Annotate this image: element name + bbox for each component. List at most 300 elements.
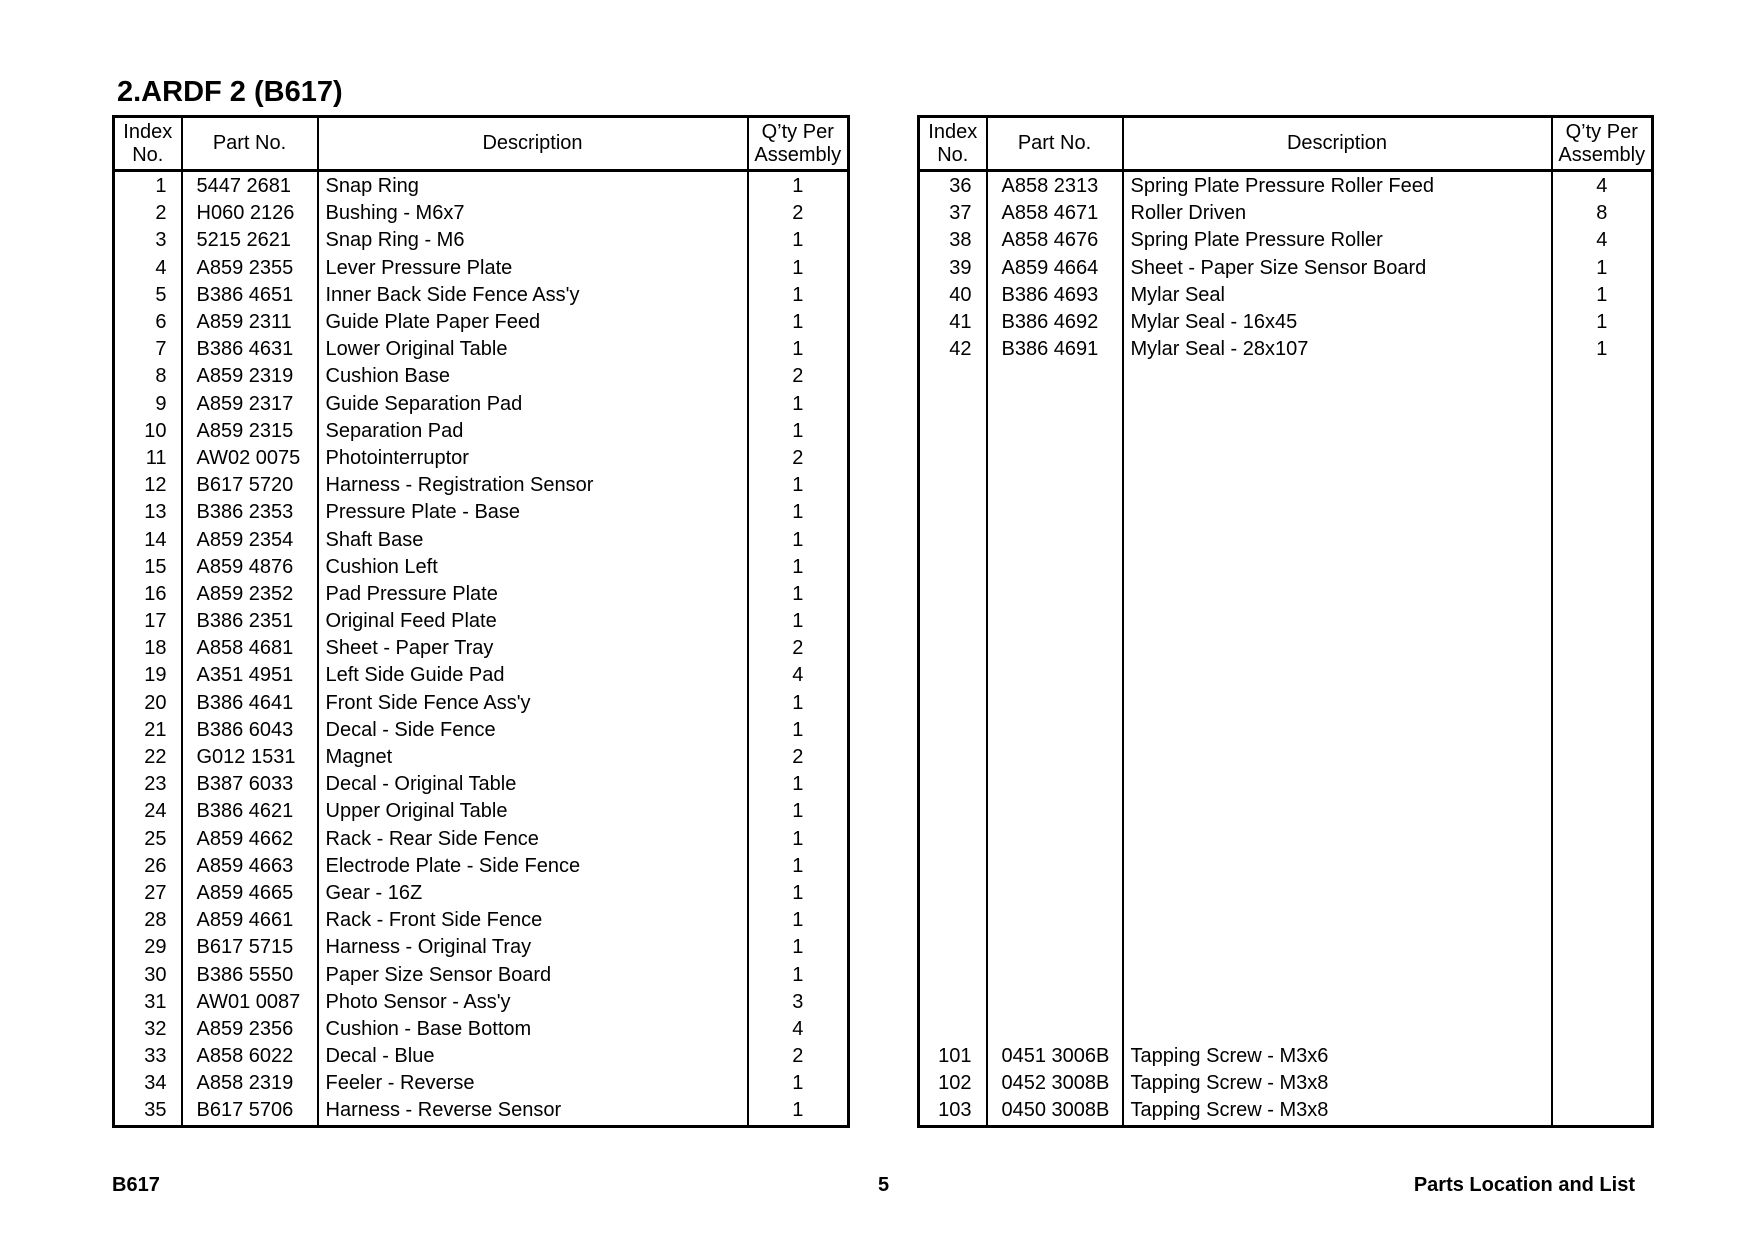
part-no-cell: B386 4691: [987, 336, 1123, 363]
description-cell: Harness - Original Tray: [318, 934, 748, 961]
description-cell: [1123, 717, 1552, 744]
part-no-cell: [987, 717, 1123, 744]
qty-cell: [1552, 717, 1653, 744]
description-cell: Sheet - Paper Tray: [318, 635, 748, 662]
index-no-cell: [919, 798, 987, 825]
index-no-cell: 23: [114, 771, 182, 798]
table-row: [114, 771, 849, 798]
table-row: [919, 934, 1653, 961]
index-no-cell: 22: [114, 744, 182, 771]
table-row: [114, 391, 849, 418]
index-no-cell: [919, 526, 987, 553]
table-row: [919, 391, 1653, 418]
index-no-cell: 36: [919, 171, 987, 201]
qty-cell: [1552, 690, 1653, 717]
table-row: [114, 554, 849, 581]
part-no-cell: [987, 391, 1123, 418]
table-row: [919, 880, 1653, 907]
table-row: [919, 1070, 1653, 1097]
index-no-cell: [919, 826, 987, 853]
table-row: [919, 717, 1653, 744]
description-cell: [1123, 880, 1552, 907]
description-cell: [1123, 581, 1552, 608]
part-no-cell: [987, 880, 1123, 907]
part-no-cell: A859 2315: [182, 418, 318, 445]
description-cell: Photo Sensor - Ass'y: [318, 989, 748, 1016]
part-no-cell: [987, 826, 1123, 853]
table-row: [919, 826, 1653, 853]
table-row: [919, 771, 1653, 798]
table-row: [114, 418, 849, 445]
qty-cell: [1552, 363, 1653, 390]
qty-cell: 1: [748, 961, 849, 988]
table-row: [919, 336, 1653, 363]
table-row: [919, 418, 1653, 445]
description-cell: Electrode Plate - Side Fence: [318, 853, 748, 880]
index-no-cell: [919, 499, 987, 526]
description-cell: Tapping Screw - M3x8: [1123, 1097, 1552, 1126]
index-no-cell: 6: [114, 309, 182, 336]
qty-cell: [1552, 581, 1653, 608]
qty-cell: 1: [748, 227, 849, 254]
table-row: [919, 200, 1653, 227]
part-no-cell: A859 4665: [182, 880, 318, 907]
part-no-cell: B617 5715: [182, 934, 318, 961]
part-no-cell: A858 2319: [182, 1070, 318, 1097]
description-cell: [1123, 798, 1552, 825]
table-row: [919, 1016, 1653, 1043]
description-cell: Separation Pad: [318, 418, 748, 445]
description-cell: Cushion - Base Bottom: [318, 1016, 748, 1043]
description-cell: [1123, 934, 1552, 961]
part-no-cell: [987, 934, 1123, 961]
index-no-cell: 29: [114, 934, 182, 961]
qty-cell: [1552, 526, 1653, 553]
table-row: [114, 635, 849, 662]
part-no-cell: [987, 363, 1123, 390]
description-cell: [1123, 662, 1552, 689]
index-no-cell: [919, 690, 987, 717]
table-row: [919, 1043, 1653, 1070]
table-row: [114, 309, 849, 336]
description-cell: Paper Size Sensor Board: [318, 961, 748, 988]
part-no-cell: [987, 472, 1123, 499]
part-no-cell: A859 2356: [182, 1016, 318, 1043]
part-no-cell: AW01 0087: [182, 989, 318, 1016]
index-no-cell: 15: [114, 554, 182, 581]
part-no-cell: A858 2313: [987, 171, 1123, 201]
part-no-cell: [987, 907, 1123, 934]
description-cell: Snap Ring: [318, 171, 748, 201]
part-no-cell: A859 2352: [182, 581, 318, 608]
part-no-cell: [987, 798, 1123, 825]
qty-cell: 1: [1552, 309, 1653, 336]
table-row: [919, 472, 1653, 499]
part-no-cell: A859 4876: [182, 554, 318, 581]
table-row: [114, 526, 849, 553]
index-no-cell: 31: [114, 989, 182, 1016]
description-cell: Rack - Rear Side Fence: [318, 826, 748, 853]
description-cell: Spring Plate Pressure Roller Feed: [1123, 171, 1552, 201]
qty-cell: 4: [748, 1016, 849, 1043]
qty-cell: [1552, 554, 1653, 581]
footer-model: B617: [112, 1174, 160, 1196]
parts-table-right: [917, 115, 1654, 1128]
table-row: [114, 934, 849, 961]
index-no-cell: [919, 717, 987, 744]
index-no-cell: [919, 1016, 987, 1043]
index-no-cell: 12: [114, 472, 182, 499]
part-no-cell: B386 4651: [182, 282, 318, 309]
qty-cell: 4: [748, 662, 849, 689]
qty-cell: 1: [1552, 282, 1653, 309]
part-no-cell: [987, 635, 1123, 662]
index-no-cell: [919, 771, 987, 798]
index-no-cell: 103: [919, 1097, 987, 1126]
description-cell: Front Side Fence Ass'y: [318, 690, 748, 717]
description-cell: Spring Plate Pressure Roller: [1123, 227, 1552, 254]
part-no-cell: B386 4693: [987, 282, 1123, 309]
table-row: [114, 171, 849, 201]
table-row: [919, 282, 1653, 309]
index-no-cell: 33: [114, 1043, 182, 1070]
part-no-cell: 0452 3008B: [987, 1070, 1123, 1097]
table-row: [114, 581, 849, 608]
description-cell: [1123, 690, 1552, 717]
qty-cell: [1552, 798, 1653, 825]
table-row: [919, 690, 1653, 717]
table-row: [919, 1097, 1653, 1126]
index-no-cell: 3: [114, 227, 182, 254]
part-no-cell: B617 5706: [182, 1097, 318, 1126]
part-no-cell: A858 4681: [182, 635, 318, 662]
table-row: [919, 798, 1653, 825]
qty-cell: [1552, 499, 1653, 526]
table-row: [114, 227, 849, 254]
description-cell: [1123, 608, 1552, 635]
table-row: [114, 499, 849, 526]
index-no-cell: 39: [919, 255, 987, 282]
qty-cell: 2: [748, 635, 849, 662]
description-cell: Decal - Original Table: [318, 771, 748, 798]
part-no-cell: [987, 744, 1123, 771]
description-cell: Feeler - Reverse: [318, 1070, 748, 1097]
description-cell: [1123, 554, 1552, 581]
description-cell: Tapping Screw - M3x6: [1123, 1043, 1552, 1070]
table-row: [114, 608, 849, 635]
description-cell: [1123, 635, 1552, 662]
qty-cell: [1552, 391, 1653, 418]
table-row: [114, 853, 849, 880]
part-no-cell: [987, 581, 1123, 608]
table-row: [919, 907, 1653, 934]
qty-cell: 1: [1552, 255, 1653, 282]
index-no-cell: 20: [114, 690, 182, 717]
qty-cell: 2: [748, 363, 849, 390]
part-no-cell: [987, 608, 1123, 635]
description-cell: Upper Original Table: [318, 798, 748, 825]
index-no-cell: [919, 445, 987, 472]
qty-cell: [1552, 662, 1653, 689]
table-row: [919, 961, 1653, 988]
description-cell: [1123, 771, 1552, 798]
qty-cell: [1552, 934, 1653, 961]
qty-cell: 1: [748, 499, 849, 526]
table-row: [919, 363, 1653, 390]
qty-cell: [1552, 1016, 1653, 1043]
qty-cell: [1552, 1097, 1653, 1126]
description-cell: Cushion Left: [318, 554, 748, 581]
part-no-cell: A351 4951: [182, 662, 318, 689]
part-no-cell: AW02 0075: [182, 445, 318, 472]
part-no-cell: A859 2319: [182, 363, 318, 390]
description-cell: [1123, 1016, 1552, 1043]
table-row: [919, 526, 1653, 553]
index-no-cell: 101: [919, 1043, 987, 1070]
description-cell: Mylar Seal: [1123, 282, 1552, 309]
index-no-cell: 11: [114, 445, 182, 472]
description-cell: Roller Driven: [1123, 200, 1552, 227]
part-no-cell: B386 2353: [182, 499, 318, 526]
description-cell: Decal - Blue: [318, 1043, 748, 1070]
table-row: [114, 744, 849, 771]
description-cell: [1123, 907, 1552, 934]
table-row: [114, 1070, 849, 1097]
table-row: [919, 608, 1653, 635]
index-no-cell: 4: [114, 255, 182, 282]
part-no-cell: 0450 3008B: [987, 1097, 1123, 1126]
index-no-cell: 8: [114, 363, 182, 390]
table-row: [114, 880, 849, 907]
description-cell: [1123, 989, 1552, 1016]
table-row: [114, 826, 849, 853]
index-no-cell: 2: [114, 200, 182, 227]
parts-table-left: [112, 115, 850, 1128]
table-row: [114, 907, 849, 934]
part-no-cell: A859 2355: [182, 255, 318, 282]
index-no-cell: [919, 554, 987, 581]
description-cell: Rack - Front Side Fence: [318, 907, 748, 934]
description-cell: [1123, 472, 1552, 499]
table-row: [919, 853, 1653, 880]
description-cell: Guide Separation Pad: [318, 391, 748, 418]
part-no-cell: 5215 2621: [182, 227, 318, 254]
part-no-cell: [987, 989, 1123, 1016]
description-cell: Snap Ring - M6: [318, 227, 748, 254]
description-header: Description: [1123, 117, 1552, 171]
part-no-cell: [987, 499, 1123, 526]
qty-cell: 1: [748, 880, 849, 907]
description-cell: Gear - 16Z: [318, 880, 748, 907]
header-row: [114, 117, 849, 171]
index-no-cell: 102: [919, 1070, 987, 1097]
index-no-cell: [919, 662, 987, 689]
description-cell: Cushion Base: [318, 363, 748, 390]
index-no-cell: [919, 989, 987, 1016]
part-no-cell: B386 5550: [182, 961, 318, 988]
table-row: [919, 635, 1653, 662]
description-cell: Decal - Side Fence: [318, 717, 748, 744]
part-no-cell: A858 6022: [182, 1043, 318, 1070]
table-row: [919, 499, 1653, 526]
index-no-cell: 42: [919, 336, 987, 363]
index-no-cell: 16: [114, 581, 182, 608]
qty-cell: 1: [748, 907, 849, 934]
description-cell: [1123, 853, 1552, 880]
qty-header: Q’ty Per Assembly: [1552, 117, 1653, 171]
table-row: [114, 690, 849, 717]
qty-cell: [1552, 635, 1653, 662]
description-cell: Left Side Guide Pad: [318, 662, 748, 689]
part-no-cell: A858 4671: [987, 200, 1123, 227]
qty-cell: 2: [748, 445, 849, 472]
index-header: Index No.: [114, 117, 182, 171]
index-no-cell: 14: [114, 526, 182, 553]
table-row: [114, 445, 849, 472]
part-no-cell: B386 6043: [182, 717, 318, 744]
index-no-cell: [919, 472, 987, 499]
table-row: [114, 1016, 849, 1043]
qty-cell: 1: [748, 934, 849, 961]
index-no-cell: [919, 391, 987, 418]
qty-cell: 1: [748, 472, 849, 499]
index-no-cell: 7: [114, 336, 182, 363]
table-row: [114, 1097, 849, 1126]
index-no-cell: 34: [114, 1070, 182, 1097]
part-no-cell: A859 4663: [182, 853, 318, 880]
description-cell: Guide Plate Paper Feed: [318, 309, 748, 336]
description-cell: Sheet - Paper Size Sensor Board: [1123, 255, 1552, 282]
part-no-cell: 5447 2681: [182, 171, 318, 201]
table-row: [919, 989, 1653, 1016]
qty-cell: [1552, 445, 1653, 472]
index-no-cell: 10: [114, 418, 182, 445]
table-row: [114, 798, 849, 825]
part-no-cell: B386 2351: [182, 608, 318, 635]
qty-cell: 1: [748, 690, 849, 717]
part-no-cell: B386 4631: [182, 336, 318, 363]
part-no-cell: B387 6033: [182, 771, 318, 798]
index-no-cell: 37: [919, 200, 987, 227]
index-no-cell: [919, 744, 987, 771]
index-no-cell: [919, 907, 987, 934]
qty-cell: 1: [748, 418, 849, 445]
table-row: [919, 662, 1653, 689]
qty-cell: 4: [1552, 171, 1653, 201]
table-row: [919, 554, 1653, 581]
index-no-cell: 1: [114, 171, 182, 201]
index-no-cell: 18: [114, 635, 182, 662]
qty-cell: 8: [1552, 200, 1653, 227]
qty-cell: 1: [748, 171, 849, 201]
index-no-cell: [919, 961, 987, 988]
qty-cell: 1: [748, 255, 849, 282]
index-no-cell: [919, 853, 987, 880]
table-row: [114, 989, 849, 1016]
part-no-cell: [987, 418, 1123, 445]
qty-cell: 1: [748, 717, 849, 744]
index-no-cell: [919, 608, 987, 635]
qty-cell: 1: [748, 526, 849, 553]
part-no-header: Part No.: [182, 117, 318, 171]
qty-cell: [1552, 1070, 1653, 1097]
index-no-cell: 26: [114, 853, 182, 880]
part-no-cell: [987, 445, 1123, 472]
index-header: Index No.: [919, 117, 987, 171]
description-cell: [1123, 961, 1552, 988]
description-cell: Harness - Reverse Sensor: [318, 1097, 748, 1126]
table-row: [114, 255, 849, 282]
index-no-cell: 27: [114, 880, 182, 907]
part-no-cell: [987, 526, 1123, 553]
description-cell: Tapping Screw - M3x8: [1123, 1070, 1552, 1097]
table-row: [114, 336, 849, 363]
table-row: [919, 445, 1653, 472]
part-no-cell: G012 1531: [182, 744, 318, 771]
part-no-cell: [987, 771, 1123, 798]
part-no-cell: 0451 3006B: [987, 1043, 1123, 1070]
part-no-cell: B386 4621: [182, 798, 318, 825]
qty-cell: 2: [748, 200, 849, 227]
qty-cell: [1552, 744, 1653, 771]
qty-cell: 1: [748, 1097, 849, 1126]
table-row: [114, 1043, 849, 1070]
index-no-cell: 41: [919, 309, 987, 336]
part-no-cell: A859 2354: [182, 526, 318, 553]
qty-cell: [1552, 907, 1653, 934]
index-no-cell: [919, 880, 987, 907]
description-cell: Pressure Plate - Base: [318, 499, 748, 526]
description-cell: Mylar Seal - 28x107: [1123, 336, 1552, 363]
part-no-cell: B386 4692: [987, 309, 1123, 336]
part-no-cell: [987, 1016, 1123, 1043]
qty-cell: 1: [748, 309, 849, 336]
index-no-cell: [919, 363, 987, 390]
part-no-cell: H060 2126: [182, 200, 318, 227]
table-row: [919, 171, 1653, 201]
description-cell: [1123, 499, 1552, 526]
qty-cell: 1: [748, 798, 849, 825]
description-cell: [1123, 391, 1552, 418]
part-no-cell: [987, 961, 1123, 988]
table-row: [919, 255, 1653, 282]
table-row: [114, 200, 849, 227]
description-cell: Inner Back Side Fence Ass'y: [318, 282, 748, 309]
page-title: 2.ARDF 2 (B617): [117, 76, 343, 108]
part-no-cell: [987, 853, 1123, 880]
description-cell: Bushing - M6x7: [318, 200, 748, 227]
qty-cell: 2: [748, 744, 849, 771]
part-no-cell: [987, 554, 1123, 581]
index-no-cell: 13: [114, 499, 182, 526]
index-no-cell: 35: [114, 1097, 182, 1126]
description-header: Description: [318, 117, 748, 171]
qty-cell: 1: [748, 581, 849, 608]
footer-page-number: 5: [878, 1174, 890, 1196]
description-cell: Photointerruptor: [318, 445, 748, 472]
footer-section-title: Parts Location and List: [1413, 1174, 1635, 1196]
qty-cell: [1552, 880, 1653, 907]
part-no-cell: A859 4664: [987, 255, 1123, 282]
qty-cell: [1552, 826, 1653, 853]
qty-cell: 1: [748, 771, 849, 798]
qty-cell: 1: [748, 282, 849, 309]
qty-cell: 1: [748, 608, 849, 635]
index-no-cell: 19: [114, 662, 182, 689]
index-no-cell: 24: [114, 798, 182, 825]
table-row: [919, 227, 1653, 254]
index-no-cell: 25: [114, 826, 182, 853]
